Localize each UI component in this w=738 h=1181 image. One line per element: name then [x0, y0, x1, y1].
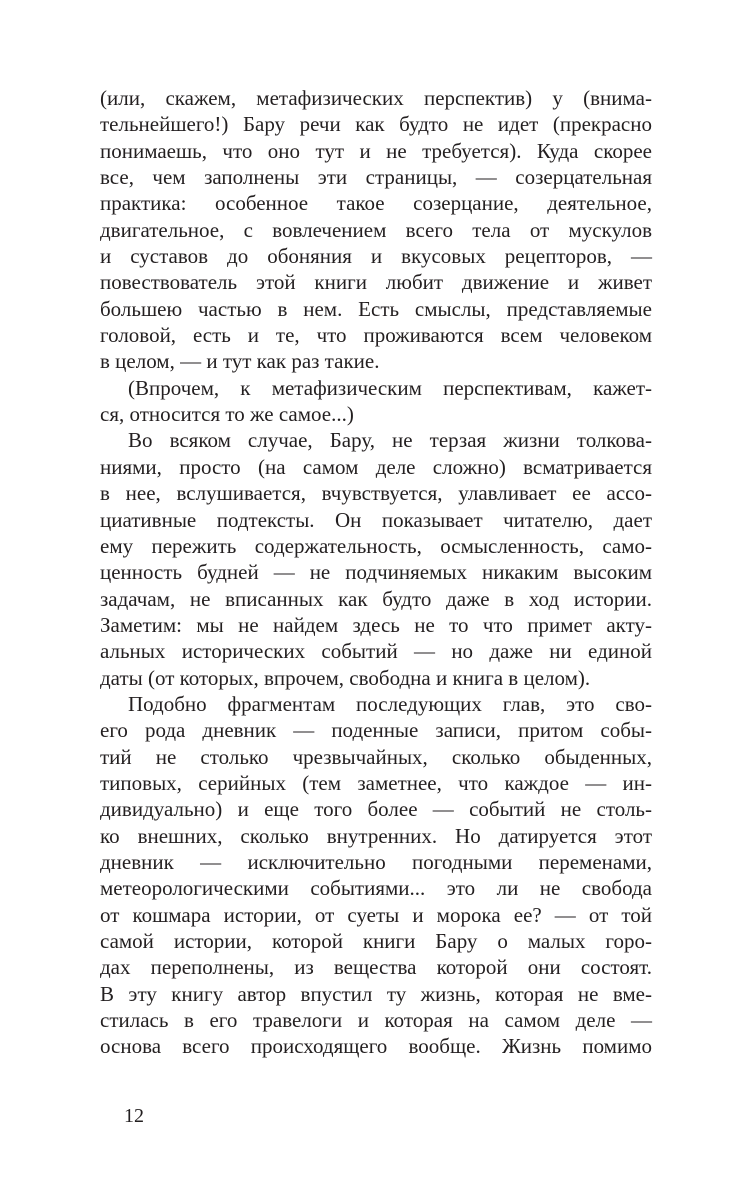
text-line: повествователь этой книги любит движение и живет [100, 270, 652, 295]
text-line: основа всего происходящего вообще. Жизнь помимо [100, 1034, 652, 1059]
text-line: ценность будней — не подчиняемых никаким высоким [100, 560, 652, 585]
paragraph [100, 375, 652, 428]
text-line: даты (от которых, впрочем, свободна и книга в целом). [100, 665, 591, 690]
text-line: циативные подтексты. Он показывает читателю, дает [100, 507, 652, 532]
text-line: его рода дневник — поденные записи, притом собы- [100, 718, 652, 743]
text-line: метеорологическими событиями... это ли не свобода [100, 876, 652, 901]
text-line: Заметим: мы не найдем здесь не то что примет акту- [100, 612, 652, 637]
text-line: ся, относится то же самое...) [100, 402, 354, 427]
text-line: дивидуально) и еще того более — событий не столь- [100, 797, 652, 822]
text-line: Во всяком случае, Бару, не терзая жизни толкова- [128, 428, 652, 453]
text-line: дах переполнены, из вещества которой они состоят. [100, 955, 652, 980]
text-line: стилась в его травелоги и которая на самом деле — [100, 1008, 652, 1033]
paragraph [100, 427, 652, 690]
body-text [100, 85, 652, 1060]
text-line: тий не столько чрезвычайных, сколько обыденных, [100, 744, 652, 769]
text-line: все, чем заполнены эти страницы, — созерцательная [100, 165, 652, 190]
paragraph [100, 691, 652, 1060]
text-line: в целом, — и тут как раз такие. [100, 349, 380, 374]
text-line: ко внешних, сколько внутренних. Но датируется этот [100, 823, 652, 848]
text-line: В эту книгу автор впустил ту жизнь, которая не вме- [100, 981, 652, 1006]
text-line: Подобно фрагментам последующих глав, это сво- [128, 691, 652, 716]
text-line: понимаешь, что оно тут и не требуется). Куда скорее [100, 138, 652, 163]
paragraph [100, 85, 652, 375]
text-line: в нее, вслушивается, вчувствуется, улавливает ее ассо- [100, 481, 652, 506]
page-number: 12 [124, 1105, 144, 1127]
text-line: дневник — исключительно погодными переменами, [100, 849, 652, 874]
text-line: ему пережить содержательность, осмысленность, само- [100, 533, 652, 558]
text-line: головой, есть и те, что проживаются всем человеком [100, 323, 652, 348]
text-line: типовых, серийных (тем заметнее, что каждое — ин- [100, 770, 652, 795]
text-line: и суставов до обоняния и вкусовых рецепторов, — [100, 244, 652, 269]
text-line: самой истории, которой книги Бару о малых горо- [100, 929, 652, 953]
text-line: (Впрочем, к метафизическим перспективам, кажет- [128, 375, 652, 400]
text-line: большею частью в нем. Есть смыслы, представляемые [100, 296, 652, 321]
text-line: альных исторических событий — но даже ни единой [100, 639, 652, 664]
text-line: тельнейшего!) Бару речи как будто не идет (прекрасно [100, 112, 652, 137]
text-line: (или, скажем, метафизических перспектив) у (внима- [100, 86, 652, 110]
text-line: от кошмара истории, от суеты и морока ее? — от той [100, 902, 652, 927]
text-line: практика: особенное такое созерцание, деятельное, [100, 191, 652, 216]
text-line: ниями, просто (на самом деле сложно) всматривается [100, 454, 652, 479]
text-line: двигательное, с вовлечением всего тела от мускулов [100, 217, 652, 242]
text-line: задачам, не вписанных как будто даже в ход истории. [100, 586, 652, 611]
